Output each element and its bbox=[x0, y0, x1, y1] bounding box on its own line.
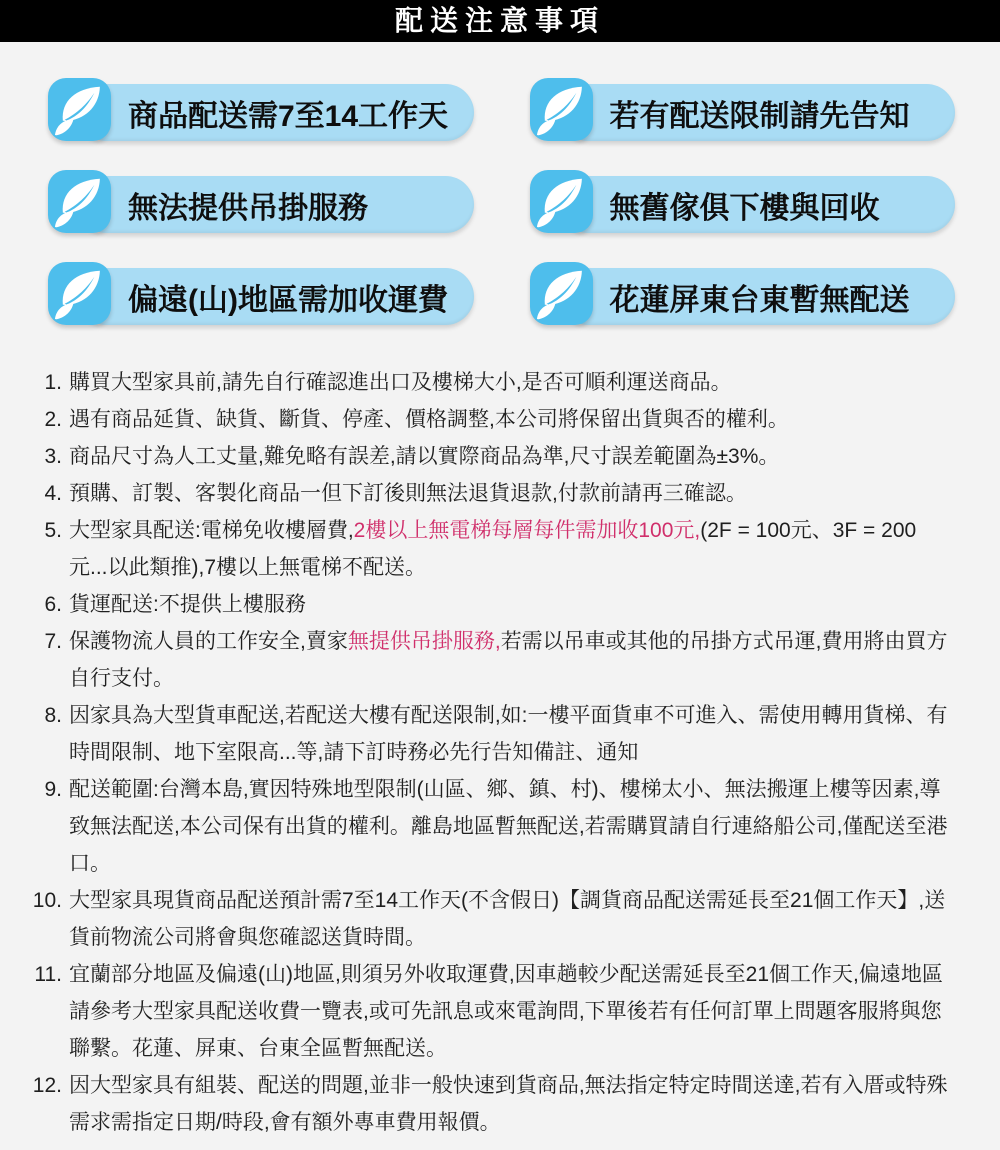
delivery-badge bbox=[530, 170, 956, 234]
note-text bbox=[69, 882, 954, 956]
note-item bbox=[22, 882, 954, 956]
leaf-icon bbox=[530, 262, 593, 325]
note-item bbox=[22, 438, 954, 475]
note-plain-text: 若需以吊車或其他的吊掛方式吊運,費用將由買方自行支付。 bbox=[69, 630, 948, 690]
note-item bbox=[22, 512, 954, 586]
note-plain-text: 大型家具現貨商品配送預計需7至14工作天(不含假日)【調貨商品配送需延長至21個工作天】,送貨前物流公司將會與您確認送貨時間。 bbox=[69, 889, 946, 949]
note-plain-text: 保護物流人員的工作安全,賣家 bbox=[69, 630, 348, 653]
note-item bbox=[22, 586, 954, 623]
note-text bbox=[69, 623, 954, 697]
note-plain-text: 預購、訂製、客製化商品一但下訂後則無法退貨退款,付款前請再三確認。 bbox=[69, 482, 747, 505]
note-plain-text: 因家具為大型貨車配送,若配送大樓有配送限制,如:一樓平面貨車不可進入、需使用轉用貨梯、有時間限制、地下室限高...等,請下訂時務必先行告知備註、通知 bbox=[69, 704, 948, 764]
note-number: 1. bbox=[44, 371, 62, 394]
note-item bbox=[22, 1067, 954, 1141]
note-item bbox=[22, 771, 954, 882]
badge-label: 無舊傢俱下樓與回收 bbox=[609, 191, 880, 225]
note-plain-text: 遇有商品延貨、缺貨、斷貨、停產、價格調整,本公司將保留出貨與否的權利。 bbox=[69, 408, 789, 431]
note-plain-text: 商品尺寸為人工丈量,難免略有誤差,請以實際商品為準,尺寸誤差範圍為±3%。 bbox=[69, 445, 780, 468]
note-number: 6. bbox=[44, 593, 62, 616]
leaf-icon bbox=[48, 262, 111, 325]
note-plain-text: 貨運配送:不提供上樓服務 bbox=[69, 593, 306, 616]
note-number: 7. bbox=[44, 630, 62, 653]
note-text bbox=[69, 475, 954, 512]
note-item bbox=[22, 623, 954, 697]
note-text bbox=[69, 438, 954, 475]
note-text bbox=[69, 956, 954, 1067]
note-plain-text: 購買大型家具前,請先自行確認進出口及樓梯大小,是否可順利運送商品。 bbox=[69, 371, 732, 394]
note-text bbox=[69, 401, 954, 438]
note-number: 12. bbox=[32, 1074, 62, 1097]
note-plain-text: (2F = 100元、3F = 200元...以此類推),7樓以上無電梯不配送。 bbox=[69, 519, 917, 579]
note-plain-text: 因大型家具有組裝、配送的問題,並非一般快速到貨商品,無法指定特定時間送達,若有入厝或特殊需求需指定日期/時段,會有額外專車費用報價。 bbox=[69, 1074, 948, 1134]
note-item bbox=[22, 364, 954, 401]
leaf-icon bbox=[48, 78, 111, 141]
note-number: 11. bbox=[34, 963, 62, 986]
page-title: 配送注意事項 bbox=[394, 5, 605, 36]
leaf-icon bbox=[530, 78, 593, 141]
note-text bbox=[69, 697, 954, 771]
note-item bbox=[22, 475, 954, 512]
note-plain-text: 宜蘭部分地區及偏遠(山)地區,則須另外收取運費,因車趟較少配送需延長至21個工作天,偏遠地區請參考大型家具配送收費一覽表,或可先訊息或來電詢問,下單後若有任何訂單上問題客服將與您聯繫。花蓮、屏東、台東全區暫無配送。 bbox=[69, 963, 943, 1060]
note-item bbox=[22, 401, 954, 438]
badge-label: 花蓮屏東台東暫無配送 bbox=[609, 283, 910, 317]
note-highlight-text: 無提供吊掛服務, bbox=[347, 630, 501, 653]
note-number: 5. bbox=[44, 519, 62, 542]
notes-list bbox=[0, 356, 1000, 1141]
delivery-badge bbox=[48, 78, 474, 142]
note-text bbox=[69, 586, 954, 623]
leaf-icon bbox=[530, 170, 593, 233]
note-text bbox=[69, 1067, 954, 1141]
note-text bbox=[69, 771, 954, 882]
delivery-badge bbox=[530, 78, 956, 142]
note-number: 4. bbox=[44, 482, 62, 505]
note-number: 2. bbox=[44, 408, 62, 431]
badge-label: 無法提供吊掛服務 bbox=[128, 191, 368, 225]
badge-grid bbox=[0, 42, 1000, 356]
note-item bbox=[22, 956, 954, 1067]
delivery-badge bbox=[48, 262, 474, 326]
badge-label: 若有配送限制請先告知 bbox=[609, 99, 910, 133]
leaf-icon bbox=[48, 170, 111, 233]
note-number: 8. bbox=[44, 704, 62, 727]
note-text bbox=[69, 364, 954, 401]
note-text bbox=[69, 512, 954, 586]
badge-label: 偏遠(山)地區需加收運費 bbox=[128, 283, 448, 317]
delivery-badge bbox=[48, 170, 474, 234]
note-item bbox=[22, 697, 954, 771]
note-plain-text: 配送範圍:台灣本島,實因特殊地型限制(山區、鄉、鎮、村)、樓梯太小、無法搬運上樓等因素,導致無法配送,本公司保有出貨的權利。離島地區暫無配送,若需購買請自行連絡船公司,僅配送至港口。 bbox=[69, 778, 948, 875]
note-highlight-text: 2樓以上無電梯每層每件需加收100元, bbox=[353, 519, 701, 542]
note-number: 9. bbox=[44, 778, 62, 801]
note-plain-text: 大型家具配送:電梯免收樓層費, bbox=[69, 519, 354, 542]
note-number: 3. bbox=[44, 445, 62, 468]
delivery-badge bbox=[530, 262, 956, 326]
badge-label: 商品配送需7至14工作天 bbox=[128, 99, 449, 133]
page-header bbox=[0, 0, 1000, 42]
note-number: 10. bbox=[32, 889, 62, 912]
